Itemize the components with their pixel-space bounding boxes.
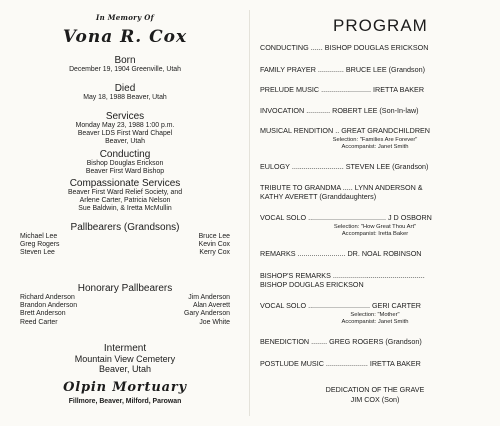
services-heading: Services bbox=[105, 111, 145, 122]
program-item-tribute-continued: KATHY AVERETT (Granddaughters) bbox=[260, 192, 377, 201]
pallbearer-name: Bruce Lee bbox=[198, 233, 230, 240]
program-item-tribute: TRIBUTE TO GRANDMA ..... LYNN ANDERSON & bbox=[260, 183, 423, 192]
program-item-bishops-remarks: BISHOP'S REMARKS .............................................. bbox=[260, 271, 425, 280]
program-item-conducting: CONDUCTING ...... BISHOP DOUGLAS ERICKSON bbox=[260, 43, 429, 52]
services-line: Beaver, Utah bbox=[105, 138, 145, 146]
musical-selection: Selection: "Families Are Forever" bbox=[332, 137, 418, 143]
vocal-solo-2-selection: Selection: "Mother" bbox=[350, 312, 400, 318]
pallbearer-name: Kevin Cox bbox=[198, 241, 230, 249]
vocal-solo-accompanist: Accompanist: Iretta Baker bbox=[341, 231, 409, 237]
pallbearer-name: Michael Lee bbox=[20, 233, 58, 240]
compassionate-line: Beaver First Ward Relief Society, and bbox=[67, 189, 183, 196]
program-item-eulogy: EULOGY .......................... STEVEN LEE (Grandson) bbox=[260, 162, 429, 171]
musical-accompanist: Accompanist: Janet Smith bbox=[341, 144, 409, 150]
conducting-details bbox=[0, 160, 250, 176]
honorary-name: Richard Anderson bbox=[20, 294, 75, 301]
deceased-name: Vona R. Cox bbox=[62, 27, 188, 47]
honorary-row bbox=[20, 310, 230, 318]
services-line: Beaver LDS First Ward Chapel bbox=[77, 130, 173, 138]
in-memory-of-heading: In Memory Of bbox=[96, 13, 154, 22]
program-item-postlude-music: POSTLUDE MUSIC ..................... IRETTA BAKER bbox=[260, 359, 421, 368]
pallbearer-name: Steven Lee bbox=[20, 249, 55, 257]
program-item-benediction: BENEDICTION ........ GREG ROGERS (Grandson) bbox=[260, 337, 422, 346]
honorary-name: Brandon Anderson bbox=[20, 302, 78, 310]
services-line: Monday May 23, 1988 1:00 p.m. bbox=[75, 122, 175, 129]
born-text: December 19, 1904 Greenville, Utah bbox=[69, 66, 181, 73]
program-item-prelude-music: PRELUDE MUSIC ......................... IRETTA BAKER bbox=[260, 85, 425, 94]
interment-line: Mountain View Cemetery bbox=[74, 354, 176, 364]
program-item-family-prayer: FAMILY PRAYER ............. BRUCE LEE (Grandson) bbox=[260, 65, 425, 74]
pallbearers-list bbox=[20, 233, 230, 258]
conducting-heading: Conducting bbox=[99, 149, 151, 160]
pallbearer-name: Kerry Cox bbox=[199, 249, 230, 257]
honorary-row bbox=[20, 302, 230, 310]
compassionate-line: Arlene Carter, Patricia Nelson bbox=[79, 197, 171, 205]
services-details bbox=[0, 122, 250, 147]
honorary-pallbearers-heading: Honorary Pallbearers bbox=[77, 283, 173, 294]
mortuary-name: Olpin Mortuary bbox=[63, 380, 187, 395]
compassionate-services-details bbox=[0, 189, 250, 214]
program-title: PROGRAM bbox=[333, 16, 428, 35]
honorary-name: Brett Anderson bbox=[20, 310, 66, 318]
pallbearer-row bbox=[20, 249, 230, 257]
died-heading: Died bbox=[114, 83, 136, 94]
pallbearers-heading: Pallbearers (Grandsons) bbox=[70, 222, 180, 233]
interment-details bbox=[0, 354, 250, 374]
program-item-vocal-solo: VOCAL SOLO ....................................... J D OSBORN bbox=[260, 213, 432, 222]
honorary-name: Gary Anderson bbox=[184, 310, 230, 318]
program-item-bishops-remarks-speaker: BISHOP DOUGLAS ERICKSON bbox=[260, 280, 364, 289]
conducting-line: Bishop Douglas Erickson bbox=[86, 160, 164, 167]
fold-divider bbox=[249, 10, 250, 416]
honorary-name: Reed Carter bbox=[20, 318, 58, 326]
mortuary-locations: Fillmore, Beaver, Milford, Parowan bbox=[68, 398, 182, 405]
honorary-row bbox=[20, 294, 230, 302]
compassionate-line: Sue Baldwin, & Iretta McMullin bbox=[78, 205, 172, 213]
interment-line: Beaver, Utah bbox=[98, 364, 152, 374]
program-item-invocation: INVOCATION ............ ROBERT LEE (Son-In-law) bbox=[260, 106, 419, 115]
died-text: May 18, 1988 Beaver, Utah bbox=[83, 94, 167, 101]
pallbearer-name: Greg Rogers bbox=[20, 241, 60, 249]
honorary-pallbearers-list bbox=[20, 294, 230, 327]
dedication-by: JIM COX (Son) bbox=[350, 395, 400, 404]
interment-heading: Interment bbox=[103, 343, 147, 354]
program-item-remarks: REMARKS ........................ DR. NOAL ROBINSON bbox=[260, 249, 422, 258]
pallbearer-row bbox=[20, 233, 230, 241]
honorary-name: Alan Averett bbox=[192, 302, 230, 310]
conducting-line: Beaver First Ward Bishop bbox=[85, 168, 165, 176]
dedication-of-grave: DEDICATION OF THE GRAVE bbox=[325, 385, 425, 394]
honorary-row bbox=[20, 319, 230, 327]
vocal-solo-selection: Selection: "How Great Thou Art" bbox=[333, 224, 417, 230]
honorary-name: Joe White bbox=[199, 318, 230, 326]
pallbearer-row bbox=[20, 241, 230, 249]
program-item-vocal-solo-2: VOCAL SOLO ............................... GERI CARTER bbox=[260, 301, 421, 310]
vocal-solo-2-accompanist: Accompanist: Janet Smith bbox=[341, 319, 409, 325]
compassionate-services-heading: Compassionate Services bbox=[69, 178, 181, 189]
program-item-musical-rendition: MUSICAL RENDITION .. GREAT GRANDCHILDREN bbox=[260, 126, 430, 135]
born-heading: Born bbox=[114, 55, 136, 66]
honorary-name: Jim Anderson bbox=[188, 294, 230, 301]
